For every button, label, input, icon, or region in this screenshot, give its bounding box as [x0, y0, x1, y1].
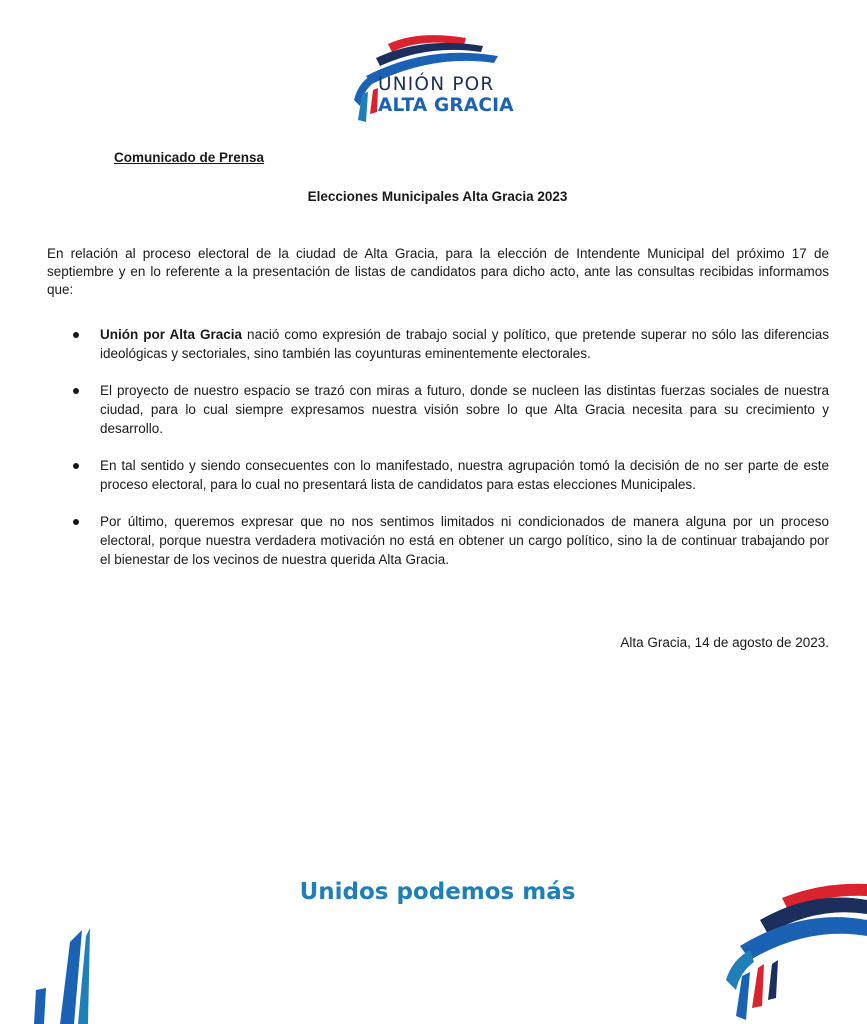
- list-item: [47, 456, 829, 494]
- bullet-text: Por último, queremos expresar que no nos sentimos limitados ni condicionados de manera alguna por un proceso electoral, porque nuestra verdadera motivación no está en obtener un cargo político, sino la de continuar trabajando por el bienestar de los vecinos de nuestra querida Alta Gracia.: [100, 514, 829, 567]
- bullet-text: El proyecto de nuestro espacio se trazó con miras a futuro, donde se nucleen las distintas fuerzas sociales de nuestra ciudad, para lo cual siempre expresamos nuestra visión sobre lo que Alta Gracia necesita para su crecimiento y desarrollo.: [100, 383, 829, 436]
- bullet-icon: [73, 519, 79, 525]
- press-release-label: Comunicado de Prensa: [114, 150, 265, 165]
- footer-slogan: Unidos podemos más: [299, 879, 576, 905]
- bullet-bold-text: Unión por Alta Gracia: [100, 327, 243, 342]
- logo-text-line2: ALTA GRACIA: [378, 95, 514, 116]
- list-item: [47, 381, 829, 438]
- bullet-text: nació como expresión de trabajo social y político, que pretende superar no sólo las diferencias ideológicas y sectoriales, sino también las coyunturas eminentemente electorales.: [100, 327, 829, 361]
- date-line: Alta Gracia, 14 de agosto de 2023.: [620, 635, 829, 650]
- statement-list: [47, 325, 829, 587]
- list-item: [47, 512, 829, 569]
- decorative-stripes-icon: [30, 910, 100, 1024]
- bullet-icon: [73, 332, 79, 338]
- logo-text-line1: UNIÓN POR: [378, 74, 495, 95]
- bullet-text: En tal sentido y siendo consecuentes con lo manifestado, nuestra agrupación tomó la decisión de no ser parte de este proceso electoral, para lo cual no presentará lista de candidatos para estas elecciones Municipales.: [100, 458, 829, 492]
- list-item: [47, 325, 829, 363]
- decorative-swoosh-icon: [722, 880, 867, 1024]
- bullet-icon: [73, 388, 79, 394]
- intro-paragraph: En relación al proceso electoral de la ciudad de Alta Gracia, para la elección de Intendente Municipal del próximo 17 de septiembre y en lo referente a la presentación de listas de candidatos para dicho acto, ante las consultas recibidas informamos que:: [47, 246, 829, 297]
- bullet-icon: [73, 463, 79, 469]
- document-title: Elecciones Municipales Alta Gracia 2023: [307, 189, 568, 204]
